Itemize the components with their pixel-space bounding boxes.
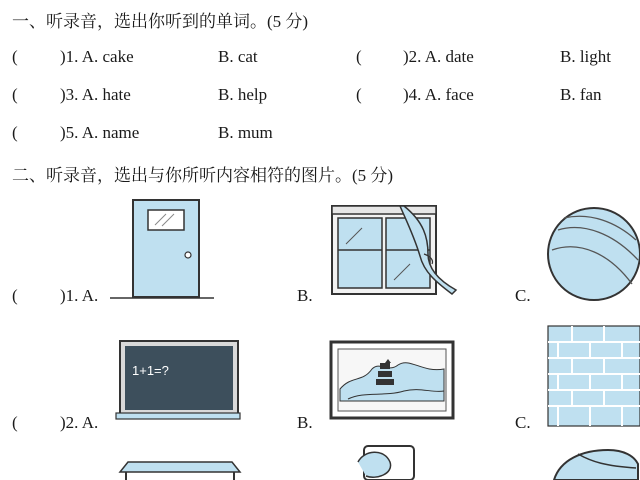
door-icon	[110, 198, 220, 302]
item2-option-a: )2. A. date	[403, 47, 474, 66]
window-icon	[328, 202, 460, 298]
q2-paren: (	[12, 413, 18, 432]
q1-label-a: )1. A.	[60, 286, 99, 305]
item3-option-a: )3. A. hate	[60, 85, 131, 104]
item5-paren: (	[12, 123, 18, 142]
q1-paren: (	[12, 286, 18, 305]
item1-option-b: B. cat	[218, 47, 258, 66]
item5-option-a: )5. A. name	[60, 123, 140, 142]
blackboard-icon	[114, 339, 242, 421]
q2-label-c: C.	[515, 413, 531, 432]
item3-paren: (	[12, 85, 18, 104]
painting-icon	[328, 339, 456, 421]
bag-icon	[548, 446, 640, 480]
blackboard-text: 1+1=?	[132, 363, 169, 378]
item2-option-b: B. light	[560, 47, 612, 66]
section1-heading: 一、听录音，选出你听到的单词。(5 分)	[12, 12, 309, 31]
item4-option-a: )4. A. face	[403, 85, 474, 104]
q2-label-b: B.	[297, 413, 313, 432]
item2-paren: (	[356, 47, 362, 66]
item1-paren: (	[12, 47, 18, 66]
table-icon	[118, 460, 242, 480]
section2-heading: 二、听录音，选出与你所听内容相符的图片。(5 分)	[12, 166, 394, 185]
item1-option-a: )1. A. cake	[60, 47, 134, 66]
q2-label-a: )2. A.	[60, 413, 99, 432]
item4-paren: (	[356, 85, 362, 104]
item3-option-b: B. help	[218, 85, 268, 104]
item4-option-b: B. fan	[560, 85, 602, 104]
q1-label-c: C.	[515, 286, 531, 305]
chair-icon	[354, 442, 434, 480]
ball-icon	[544, 204, 640, 304]
item5-option-b: B. mum	[218, 123, 273, 142]
wall-icon	[546, 324, 640, 428]
q1-label-b: B.	[297, 286, 313, 305]
